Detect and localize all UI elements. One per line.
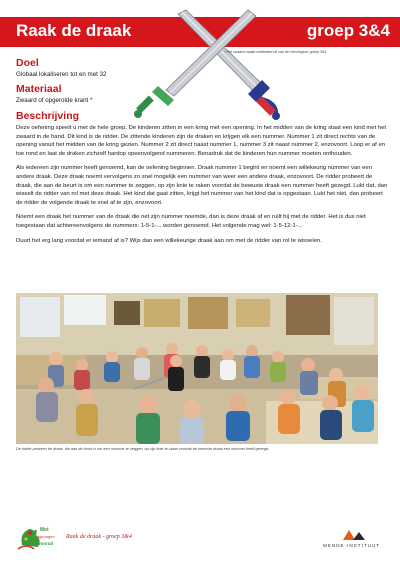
classroom-photo: [16, 293, 378, 444]
photo-caption: De ridder probeert de draak, die aan de beurt is om een nummer te zeggen, op zijn knie te slaan voordat de bewuste draak een nummer heeft gezegd.: [16, 447, 270, 451]
beschrijving-heading: Beschrijving: [16, 110, 80, 122]
menne-logo-icon: [343, 530, 367, 540]
group-label: groep 3&4: [306, 21, 390, 40]
description-paragraph-3: Noemt een draak het nummer van de draak die net zijn nummer noemde, dan is deze draak af en ruilt hij met de ridder. Het is dus niet toegestaan dat achtereenvolgens de nummers: 1-5-1-... worden genoemd. Het volgende mag wel: 1-5-12-1-...: [16, 214, 366, 229]
crossed-swords-icon: [130, 4, 290, 122]
description-body: [16, 124, 388, 251]
doel-heading: Doel: [16, 57, 39, 69]
footer-label: Raak de draak - groep 3&4: [66, 534, 132, 540]
met-sprongen-vooruit-logo: [16, 521, 62, 551]
sword-footnote: * Het zwaard maakt onderdeel uit van de Verveligbox groep 3&4: [224, 50, 327, 54]
materiaal-text: Zwaard of opgerolde krant *: [16, 97, 93, 104]
svg-text:sprongen: sprongen: [38, 534, 55, 539]
description-paragraph-2: Als iedereen zijn nummer heeft genoemd, kan de oefening beginnen. Draak nummer 1 begint en noemt een willekeurig nummer van een andere draak. Deze draak noemt vervolgens zo snel mogelijk een nummer van weer een andere draak, enzovoort. De ridder probeert de draak, die aan de beurt is om een nummer te zeggen, op zijn knie te raken voordat de bewuste draak een nummer heeft gezegd. Lukt dat, dan wisselt de ridder van rol met deze draak. Het kind dat gaat zitten, krijgt het nummer van het kind dat is opgestaan. Lukt het niet, dan probeert de ridder de volgende draak te snel af te zijn, enzovoort.: [16, 165, 388, 206]
svg-text:vooruit: vooruit: [38, 541, 54, 546]
svg-text:Met: Met: [40, 527, 49, 533]
materiaal-heading: Materiaal: [16, 83, 62, 95]
page-title: Raak de draak: [16, 21, 132, 40]
menne-instituut: MENNE·INSTITUUT: [323, 543, 381, 548]
doel-text: Globaal lokaliseren tot en met 32: [16, 71, 107, 78]
description-paragraph-4: Duurt het erg lang voordat er iemand af is? Wijs dan een willekeurige draak aan om met de ridder van rol te wisselen.: [16, 237, 322, 244]
description-paragraph-1: Deze oefening speelt u met de hele groep. De kinderen zitten in een kring met een opening. In het midden van de kring staat een kind met het zwaard in de hand. Dit kind is de ridder. De zittende kinderen zijn de draken en krijgen elk een nummer. Nummer 1 zit direct rechts van de opening vanuit het midden van de kring gezien. Nummer 2 zit direct naast nummer 1, nummer 3 zit naast nummer 2, enzovoort. Loop er af en toe rond en laat de draken zichzelf hardop opeenvolgend nummeren. Benadruk dat de kinderen hun nummer moeten onthouden.: [16, 125, 387, 157]
